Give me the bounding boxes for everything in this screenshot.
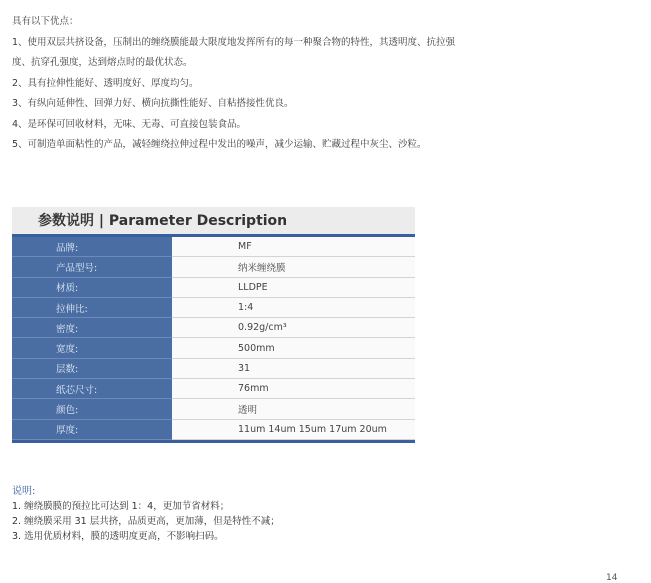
param-key: 纸芯尺寸: xyxy=(12,379,172,399)
table-footer-rule xyxy=(12,440,415,443)
param-key: 密度: xyxy=(12,318,172,338)
param-value: LLDPE xyxy=(172,277,415,297)
intro-title: 具有以下优点： xyxy=(12,16,79,27)
intro-line: 4、是环保可回收材料，无味、无毒、可直接包装食品。 xyxy=(12,118,247,130)
intro-line: 3、有纵向延伸性、回弹力好、横向抗撕性能好、自粘搭接性优良。 xyxy=(12,98,294,109)
table-row xyxy=(12,338,415,358)
notes-section xyxy=(12,484,632,544)
param-value: 11um 14um 15um 17um 20um xyxy=(172,419,415,439)
table-row xyxy=(12,297,415,317)
param-value: 31 xyxy=(172,358,415,378)
param-key: 厚度: xyxy=(12,419,172,439)
param-key: 颜色: xyxy=(12,399,172,419)
intro-line: 5、可制造单面粘性的产品，减轻缠绕拉伸过程中发出的噪声，减少运输、贮藏过程中灰尘、沙粒。 xyxy=(12,139,427,150)
param-value: 纳米缠绕膜 xyxy=(172,257,415,277)
param-value: MF xyxy=(172,237,415,257)
notes-title: 说明: xyxy=(12,486,36,497)
param-key: 层数: xyxy=(12,358,172,378)
intro-section xyxy=(12,12,632,156)
param-key: 材质: xyxy=(12,277,172,297)
param-value: 0.92g/cm³ xyxy=(172,318,415,338)
param-value: 1:4 xyxy=(172,297,415,317)
param-key: 产品型号: xyxy=(12,257,172,277)
parameter-header: 参数说明 | Parameter Description xyxy=(12,207,415,237)
table-row xyxy=(12,257,415,277)
param-key: 拉伸比: xyxy=(12,297,172,317)
table-row xyxy=(12,419,415,439)
table-row xyxy=(12,379,415,399)
table-row xyxy=(12,318,415,338)
table-row xyxy=(12,399,415,419)
table-row xyxy=(12,237,415,257)
param-value: 500mm xyxy=(172,338,415,358)
notes-line: 3. 选用优质材料，膜的透明度更高，不影响扫码。 xyxy=(12,531,224,542)
notes-line: 2. 缠绕膜采用 31 层共挤，品质更高，更加薄，但是特性不减； xyxy=(12,516,280,527)
param-value: 76mm xyxy=(172,379,415,399)
intro-line: 2、具有拉伸性能好、透明度好、厚度均匀。 xyxy=(12,77,199,89)
table-row xyxy=(12,277,415,297)
page-number: 14 xyxy=(606,573,618,583)
intro-line: 度、抗穿孔强度，达到熔点时的最优状态。 xyxy=(12,57,193,68)
parameter-table xyxy=(12,237,415,440)
parameter-section xyxy=(12,207,415,443)
intro-line: 1、使用双层共挤设备，压制出的缠绕膜能最大限度地发挥所有的每一种聚合物的特性，其透明度、抗拉强 xyxy=(12,36,456,48)
notes-line: 1. 缠绕膜膜的预拉比可达到 1：4，更加节省材料； xyxy=(12,501,230,512)
table-row xyxy=(12,358,415,378)
param-key: 宽度: xyxy=(12,338,172,358)
param-value: 透明 xyxy=(172,399,415,419)
param-key: 品牌: xyxy=(12,237,172,257)
